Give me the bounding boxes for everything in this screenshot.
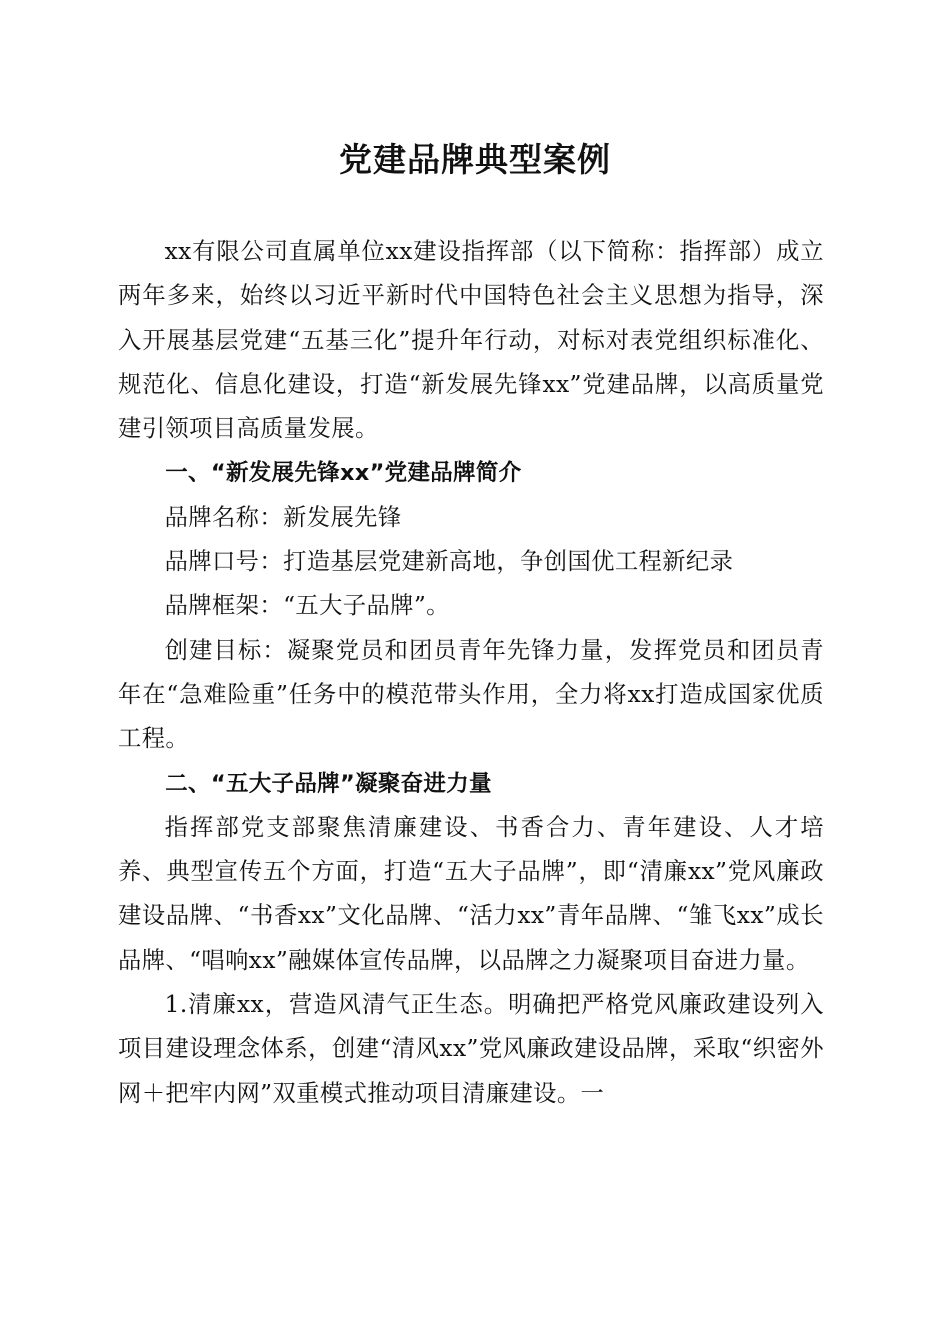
brand-slogan-line: 品牌口号：打造基层党建新高地，争创国优工程新纪录 (164, 548, 734, 576)
brand-framework-line: 品牌框架：“五大子品牌”。 (164, 592, 450, 620)
section2-heading: 二、“五大子品牌”凝聚奋进力量 (165, 770, 492, 797)
intro-paragraph: xx有限公司直属单位xx建设指挥部（以下简称：指挥部）成立两年多来，始终以习近平新时代中国特色社会主义思想为指导，深入开展基层党建“五基三化”提升年行动，对标对表党组织标准化、规范化、信息化建设，打造“新发展先锋xx”党建品牌，以高质量党建引领项目高质量发展。 (118, 238, 824, 443)
brand-name-line: 品牌名称：新发展先锋 (164, 503, 402, 531)
section2-summary-paragraph: 指挥部党支部聚焦清廉建设、书香合力、青年建设、人才培养、典型宣传五个方面，打造“五大子品牌”，即“清廉xx”党风廉政建设品牌、“书香xx”文化品牌、“活力xx”青年品牌、“雏飞xx”成长品牌、“唱响xx”融媒体宣传品牌，以品牌之力凝聚项目奋进力量。 (118, 813, 824, 974)
document-title: 党建品牌典型案例 (339, 140, 611, 179)
document-body (118, 230, 824, 1116)
section1-heading: 一、“新发展先锋xx”党建品牌简介 (165, 460, 522, 487)
item1-paragraph: 1.清廉xx，营造风清气正生态。明确把严格党风廉政建设列入项目建设理念体系，创建“清风xx”党风廉政建设品牌，采取“织密外网＋把牢内网”双重模式推动项目清廉建设。一 (118, 991, 824, 1107)
goal-paragraph: 创建目标：凝聚党员和团员青年先锋力量，发挥党员和团员青年在“急难险重”任务中的模范带头作用，全力将xx打造成国家优质工程。 (118, 636, 824, 753)
